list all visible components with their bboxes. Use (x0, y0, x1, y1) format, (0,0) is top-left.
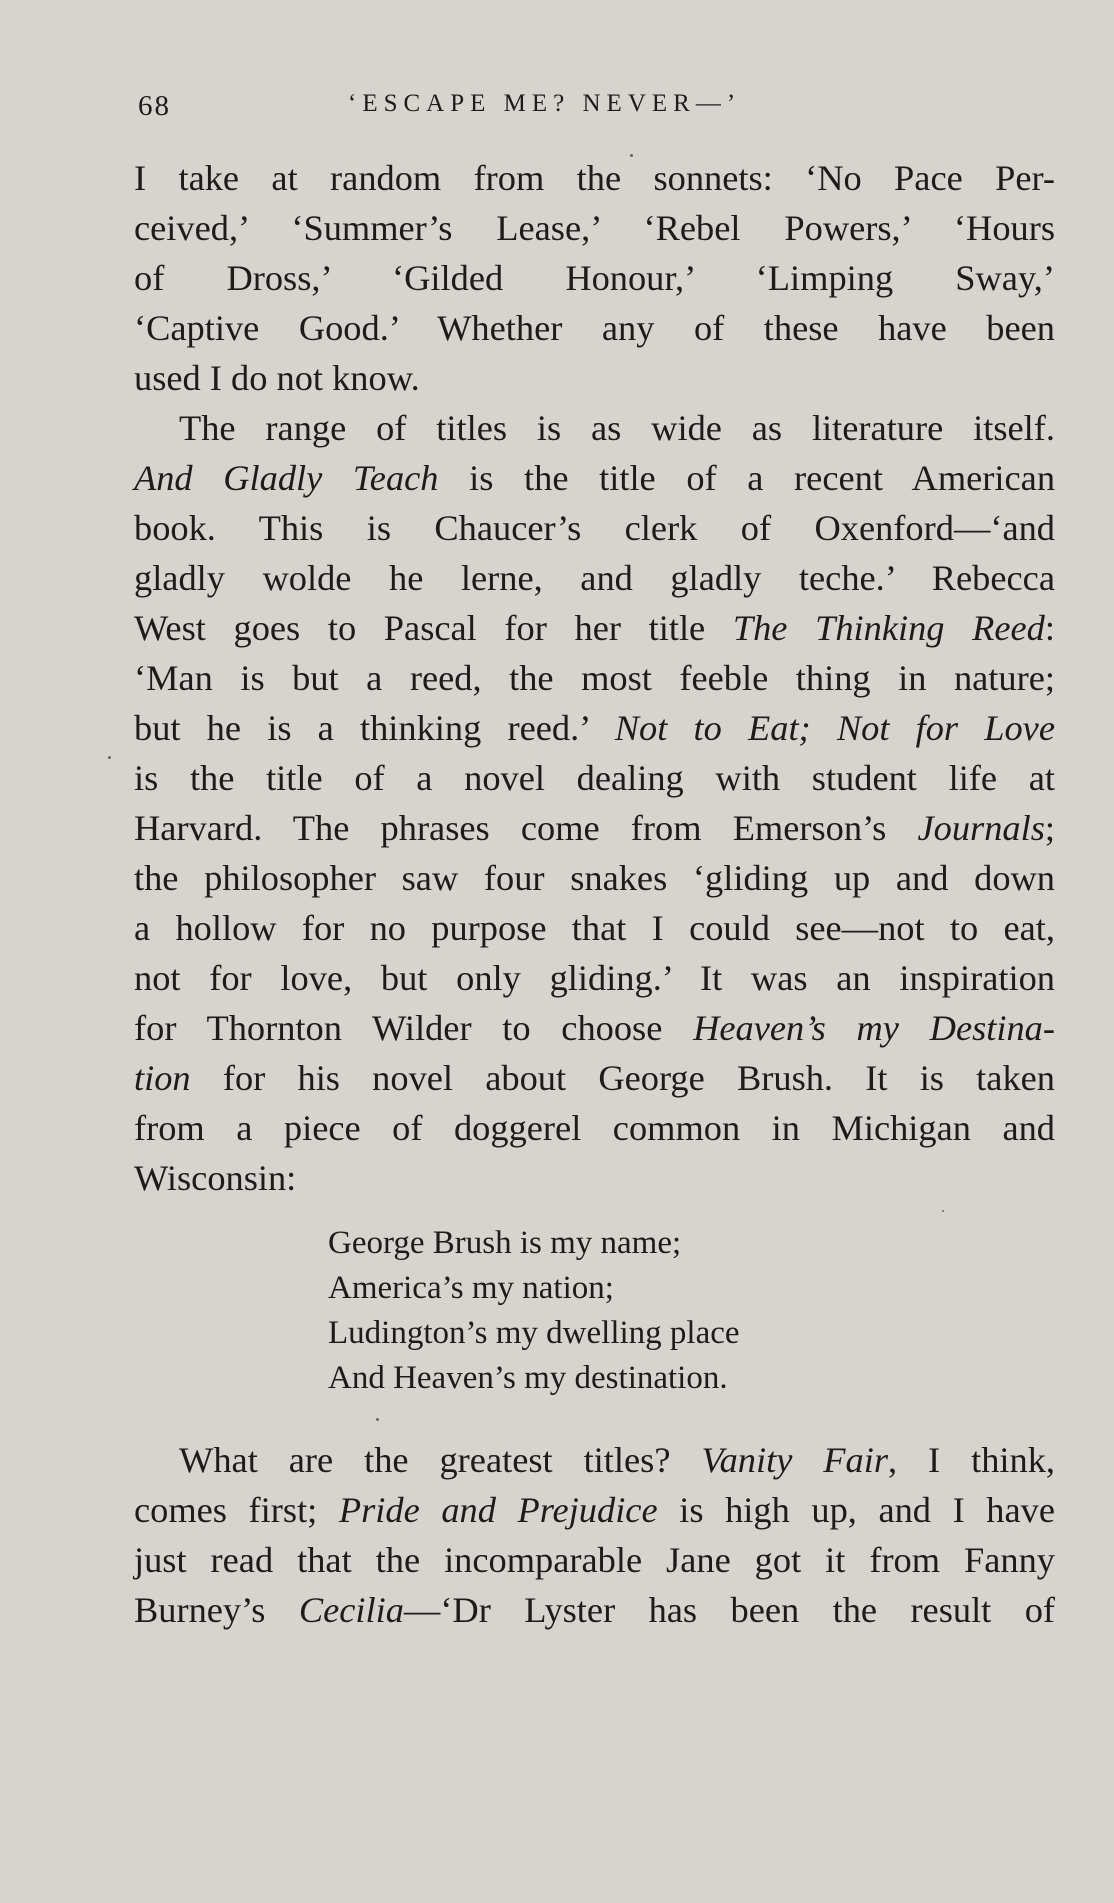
text-fragment: : (1044, 608, 1056, 648)
text-line: ceived,’ ‘Summer’s Lease,’ ‘Rebel Powers,’ ‘Hours (134, 208, 1055, 248)
book-title: Journals (917, 808, 1045, 848)
paragraph-3 (134, 1435, 1055, 1635)
book-title: Cecilia (298, 1590, 404, 1630)
book-title: Not to Eat; Not for Love (614, 708, 1055, 748)
text-fragment: West goes to Pascal for her title (134, 608, 733, 648)
paper-speck (108, 756, 111, 759)
text-line: I take at random from the sonnets: ‘No Pace Per- (134, 158, 1055, 198)
text-fragment: What are the greatest titles? (179, 1440, 702, 1480)
text-line (134, 803, 1055, 853)
paragraph-1 (134, 153, 1055, 403)
text-fragment: for Thornton Wilder to choose (134, 1008, 694, 1048)
book-title: tion (134, 1058, 191, 1098)
text-line: from a piece of doggerel common in Michigan and (134, 1108, 1055, 1148)
text-fragment: —‘Dr Lyster has been the result of (403, 1590, 1056, 1630)
text-fragment: comes first; (134, 1490, 339, 1530)
paper-speck (376, 1418, 379, 1421)
text-line: is the title of a novel dealing with student life at (134, 758, 1055, 798)
text-line: just read that the incomparable Jane got it from Fanny (134, 1540, 1055, 1580)
paper-speck (942, 1210, 944, 1212)
text-fragment: is the title of a recent American (438, 458, 1056, 498)
text-fragment: is high up, and I have (657, 1490, 1055, 1530)
book-title: Pride and Prejudice (338, 1490, 658, 1530)
text-line (134, 603, 1055, 653)
verse-quotation (134, 1221, 1055, 1401)
text-line (134, 1435, 1055, 1485)
text-line: The range of titles is as wide as literature itself. (179, 408, 1055, 448)
text-line: Wisconsin: (134, 1158, 297, 1198)
text-line: not for love, but only gliding.’ It was an inspiration (134, 958, 1055, 998)
text-line: gladly wolde he lerne, and gladly teche.’ Rebecca (134, 558, 1055, 598)
verse-line: George Brush is my name; (328, 1225, 682, 1261)
text-fragment: but he is a thinking reed.’ (134, 708, 615, 748)
page-number: 68 (138, 90, 171, 122)
text-line: used I do not know. (134, 358, 420, 398)
book-title: Vanity Fair (701, 1440, 888, 1480)
verse-line: And Heaven’s my destination. (328, 1360, 728, 1396)
text-line (134, 1585, 1055, 1635)
paper-speck (630, 154, 633, 157)
text-line (134, 1053, 1055, 1103)
text-fragment: for his novel about George Brush. It is taken (190, 1058, 1055, 1098)
running-title: ‘ESCAPE ME? NEVER—’ (348, 90, 742, 117)
text-fragment: ; (1044, 808, 1055, 848)
text-fragment: Harvard. The phrases come from Emerson’s (134, 808, 918, 848)
text-line: ‘Captive Good.’ Whether any of these have been (134, 308, 1055, 348)
text-line (134, 453, 1055, 503)
text-line: the philosopher saw four snakes ‘gliding up and down (134, 858, 1055, 898)
text-fragment: Burney’s (134, 1590, 299, 1630)
text-fragment: , I think, (888, 1440, 1055, 1480)
text-line (134, 703, 1055, 753)
text-line: book. This is Chaucer’s clerk of Oxenford—‘and (134, 508, 1055, 548)
page-header (138, 90, 1056, 134)
text-line: of Dross,’ ‘Gilded Honour,’ ‘Limping Sway,’ (134, 258, 1055, 298)
book-title: The Thinking Reed (732, 608, 1045, 648)
text-line (134, 1485, 1055, 1535)
paragraph-2 (134, 403, 1055, 1203)
text-line: ‘Man is but a reed, the most feeble thing in nature; (134, 658, 1055, 698)
text-line: a hollow for no purpose that I could see—not to eat, (134, 908, 1055, 948)
text-line (134, 1003, 1055, 1053)
body-text (134, 153, 1055, 1635)
verse-line: America’s my nation; (328, 1270, 614, 1306)
book-title: Heaven’s my Destina- (693, 1008, 1055, 1048)
book-title: And Gladly Teach (134, 458, 439, 498)
verse-line: Ludington’s my dwelling place (328, 1315, 740, 1351)
